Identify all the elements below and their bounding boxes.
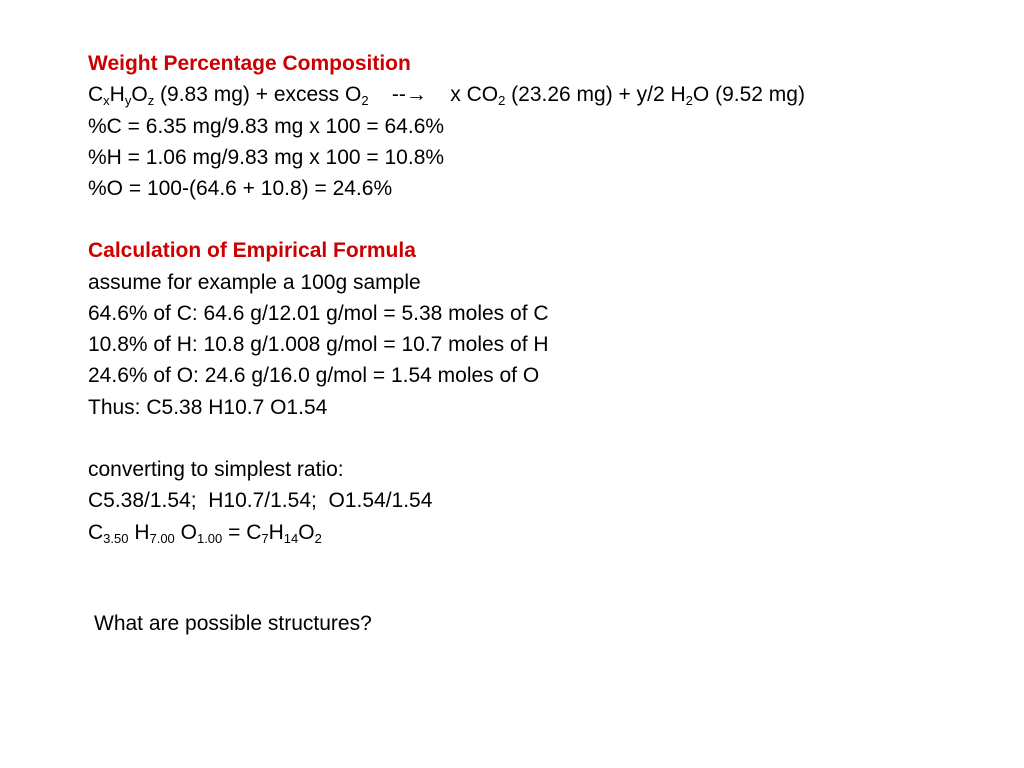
formula-o: O bbox=[174, 521, 197, 544]
reaction-h2o-sub: 2 bbox=[685, 93, 693, 108]
reaction-h: H bbox=[109, 83, 125, 106]
reaction-c-sub: x bbox=[103, 93, 110, 108]
reaction-c: C bbox=[88, 83, 104, 106]
reaction-h2o-mass: O (9.52 mg) bbox=[692, 83, 805, 106]
heading-empirical-formula: Calculation of Empirical Formula bbox=[88, 239, 416, 262]
thus-line: Thus: C5.38 H10.7 O1.54 bbox=[88, 396, 328, 419]
reaction-co2: x CO bbox=[426, 83, 499, 106]
combustion-reaction-line bbox=[88, 82, 805, 108]
final-formula-line bbox=[88, 520, 322, 546]
arrow-icon: → bbox=[405, 83, 427, 106]
percent-hydrogen-line: %H = 1.06 mg/9.83 mg x 100 = 10.8% bbox=[88, 146, 445, 169]
reaction-co2-mass: (23.26 mg) + y/2 H bbox=[505, 83, 686, 106]
formula-o2-sub: 2 bbox=[314, 531, 322, 546]
formula-o2: O bbox=[298, 521, 315, 544]
question-line: What are possible structures? bbox=[94, 612, 372, 635]
percent-carbon-line: %C = 6.35 mg/9.83 mg x 100 = 64.6% bbox=[88, 115, 445, 138]
formula-h: H bbox=[128, 521, 150, 544]
formula-c7-sub: 7 bbox=[261, 531, 269, 546]
heading-weight-percentage: Weight Percentage Composition bbox=[88, 52, 411, 75]
formula-o-sub: 1.00 bbox=[196, 531, 223, 546]
reaction-o2-sub: 2 bbox=[361, 93, 369, 108]
moles-hydrogen-line: 10.8% of H: 10.8 g/1.008 g/mol = 10.7 moles of H bbox=[88, 333, 549, 356]
reaction-o-sub: z bbox=[147, 93, 155, 108]
reaction-co2-sub: 2 bbox=[498, 93, 506, 108]
formula-c: C bbox=[88, 521, 104, 544]
formula-c-sub: 3.50 bbox=[103, 531, 129, 546]
assume-sample-line: assume for example a 100g sample bbox=[88, 271, 421, 294]
moles-oxygen-line: 24.6% of O: 24.6 g/16.0 g/mol = 1.54 moles of O bbox=[88, 364, 540, 387]
reaction-h-sub: y bbox=[124, 93, 132, 108]
percent-oxygen-line: %O = 100-(64.6 + 10.8) = 24.6% bbox=[88, 177, 393, 200]
reaction-dashes: -- bbox=[368, 83, 406, 106]
moles-carbon-line: 64.6% of C: 64.6 g/12.01 g/mol = 5.38 moles of C bbox=[88, 302, 549, 325]
formula-eq-c: = C bbox=[222, 521, 262, 544]
reaction-mass: (9.83 mg) + excess O bbox=[154, 83, 362, 106]
reaction-o: O bbox=[131, 83, 148, 106]
formula-h2: H bbox=[268, 521, 284, 544]
converting-line: converting to simplest ratio: bbox=[88, 458, 344, 481]
formula-h14-sub: 14 bbox=[283, 531, 299, 546]
formula-h-sub: 7.00 bbox=[149, 531, 175, 546]
ratio-line: C5.38/1.54; H10.7/1.54; O1.54/1.54 bbox=[88, 489, 433, 512]
